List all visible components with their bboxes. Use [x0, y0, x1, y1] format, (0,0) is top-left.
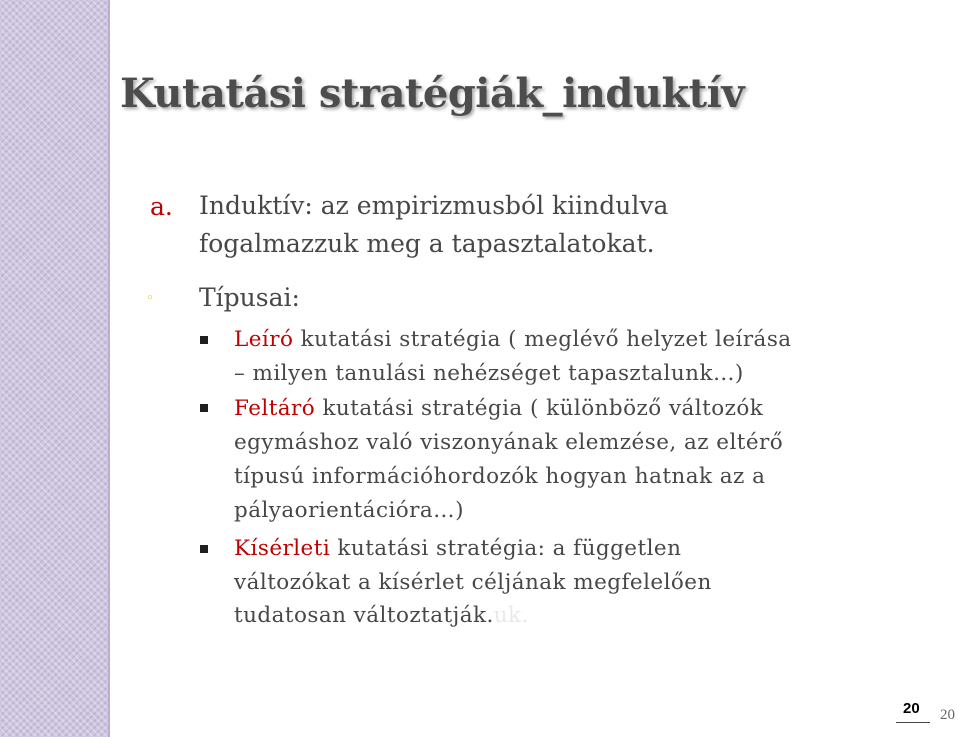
- type-kiserleti-line-2: változókat a kísérlet céljának megfelelően: [234, 570, 712, 595]
- page-number-underline: [896, 722, 930, 723]
- item-a-line-2: fogalmazzuk meg a tapasztalatokat.: [199, 229, 655, 258]
- page-number-box: 20: [903, 700, 920, 717]
- slide-title: Kutatási stratégiák_induktív: [120, 70, 745, 117]
- square-bullet-icon: [200, 336, 208, 344]
- type-feltaro-line-4: pályaorientációra…): [234, 498, 464, 523]
- type-leiro-line-1: [234, 327, 792, 352]
- type-feltaro-line-3: típusú információhordozók hogyan hatnak az a: [234, 464, 766, 489]
- type-text: tudatosan változtatják.: [234, 603, 494, 628]
- page-number: 20: [940, 707, 955, 723]
- type-leiro-line-2: – milyen tanulási nehézséget tapasztalunk…): [234, 361, 744, 386]
- type-keyword: Kísérleti: [234, 536, 331, 561]
- type-keyword: Feltáró: [234, 396, 316, 421]
- type-feltaro-line-1: [234, 396, 763, 421]
- square-bullet-icon: [200, 545, 208, 553]
- item-a-line-1: Induktív: az empirizmusból kiindulva: [199, 191, 669, 220]
- type-kiserleti-line-3: [234, 603, 529, 628]
- type-text: kutatási stratégia: a független: [330, 536, 682, 561]
- type-text: kutatási stratégia ( különböző változók: [315, 396, 764, 421]
- type-kiserleti-line-1: [234, 536, 681, 561]
- square-bullet-icon: [200, 404, 208, 412]
- item-a-marker: a.: [150, 192, 173, 221]
- type-feltaro-line-2: egymáshoz való viszonyának elemzése, az eltérő: [234, 430, 784, 455]
- type-text: kutatási stratégia ( meglévő helyzet leírása: [293, 327, 792, 352]
- circle-bullet-icon: ◦: [146, 291, 154, 306]
- faint-text: uk.: [493, 603, 529, 628]
- type-keyword: Leíró: [234, 327, 294, 352]
- tipusai-heading: Típusai:: [199, 283, 300, 312]
